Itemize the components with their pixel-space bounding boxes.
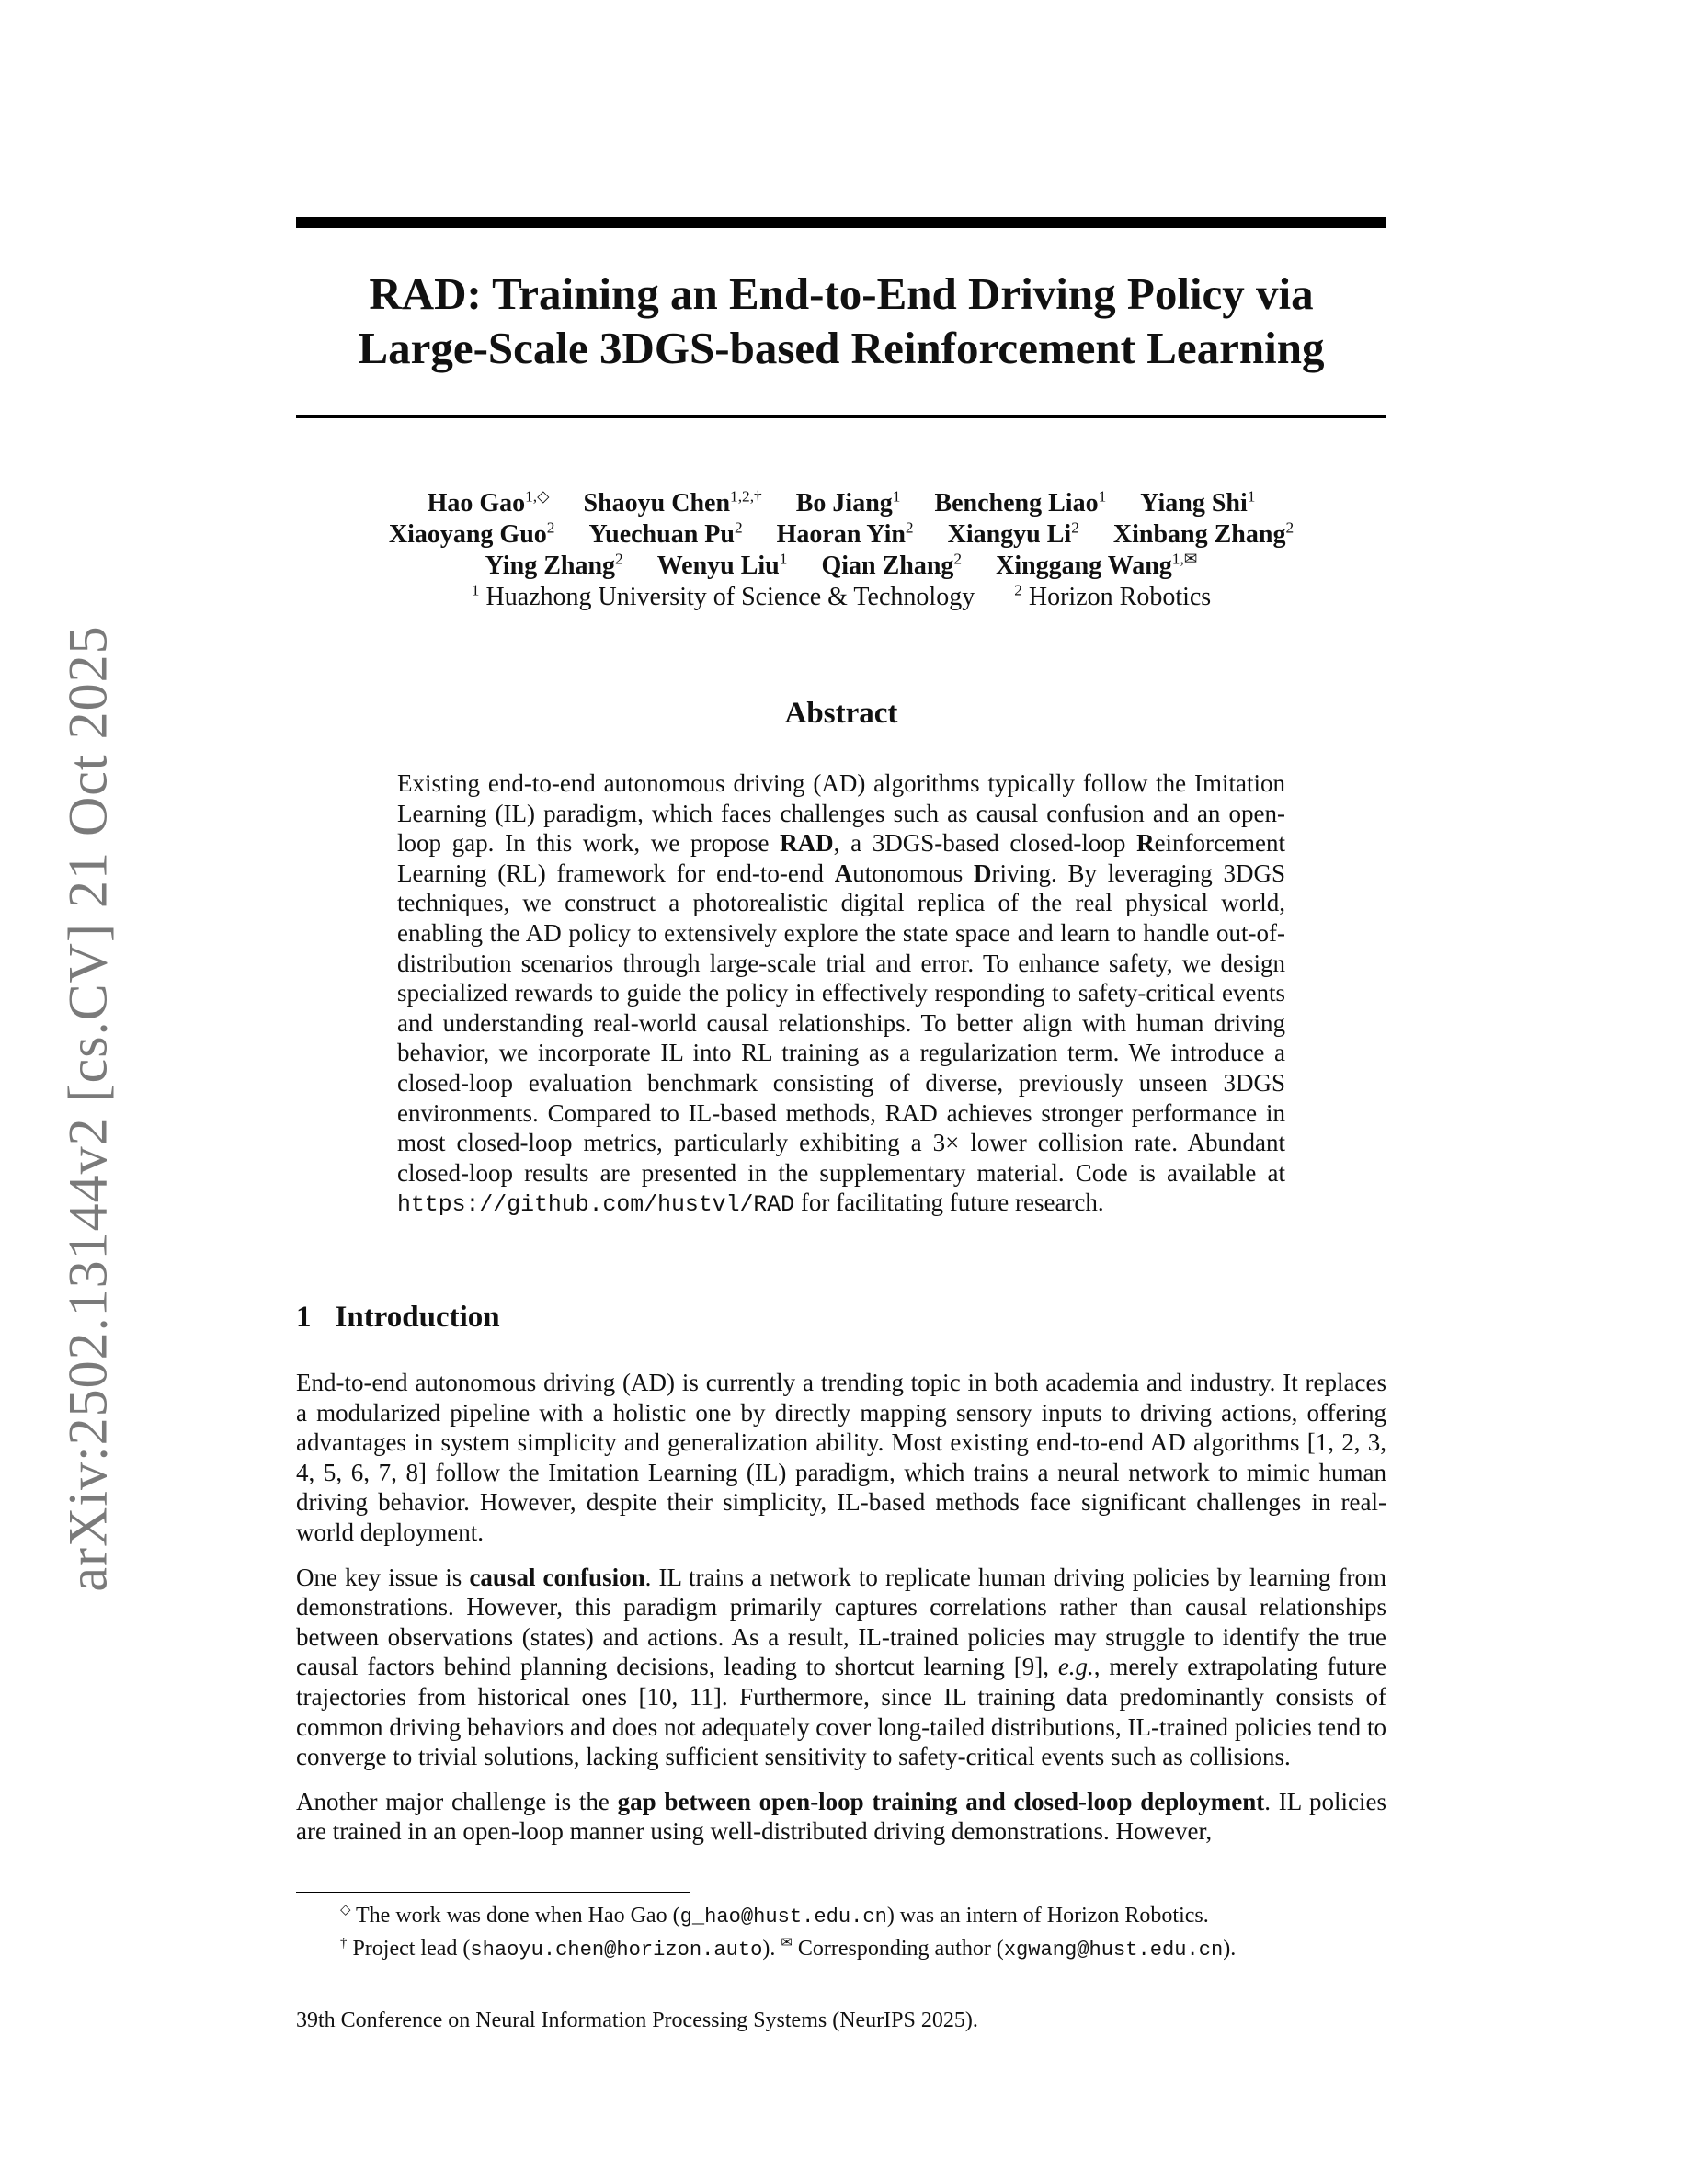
author-affiliation-marker: 1 <box>1247 487 1256 506</box>
email-address: xgwang@hust.edu.cn <box>1003 1939 1224 1962</box>
author-name: Xiangyu Li <box>947 520 1072 549</box>
author-name: Yiang Shi <box>1140 489 1248 518</box>
author-name: Hao Gao <box>427 489 526 518</box>
author-row-2 <box>296 519 1386 551</box>
affiliation-name: Huazhong University of Science & Technology <box>485 583 975 611</box>
author-affiliation-marker: 1,2,† <box>730 487 762 506</box>
author-name: Ying Zhang <box>485 552 616 580</box>
section-title: Introduction <box>335 1301 500 1334</box>
author-affiliation-marker: 2 <box>1071 518 1079 537</box>
intro-paragraph-2 <box>296 1563 1386 1772</box>
footnotes <box>340 1900 1386 1966</box>
author-row-1 <box>296 488 1386 519</box>
intro-text: , merely extrapolating future trajectories from historical ones [10, 11]. Furthermore, since IL training data predominantly consists of common driving behaviors and does not adequately cover long-tailed distributions, IL-trained policies tend to converge to trivial solutions, lacking sufficient sensitivity to safety-critical events such as collisions. <box>296 1653 1386 1771</box>
introduction-body <box>296 1368 1386 1861</box>
author-affiliation-marker: 1 <box>779 550 788 568</box>
author-name: Wenyu Liu <box>656 552 780 580</box>
abstract-rad-bold: RAD <box>780 829 834 858</box>
author <box>948 520 1079 549</box>
author <box>428 489 550 518</box>
title-rule-top <box>296 217 1386 228</box>
author <box>796 489 901 518</box>
author-name: Yuechuan Pu <box>588 520 735 549</box>
author-affiliation-marker: 2 <box>615 550 623 568</box>
author-affiliation-marker: 2 <box>953 550 963 568</box>
author-name: Xiaoyang Guo <box>388 520 547 549</box>
title-rule-bottom <box>296 415 1386 418</box>
abstract-text: einforcement Learning (RL) framework for end-to-end <box>397 829 1285 887</box>
author <box>1113 520 1294 549</box>
abstract-text: Existing end-to-end autonomous driving (AD) algorithms typically follow the Imitation Learning (IL) paradigm, which faces challenges such as causal confusion and an open-loop gap. In this work, we propose <box>397 769 1285 858</box>
abstract-heading: Abstract <box>784 697 898 730</box>
author-affiliation-marker: 1 <box>892 487 901 506</box>
author-name: Haoran Yin <box>776 520 906 549</box>
intro-paragraph-3 <box>296 1787 1386 1847</box>
footnote-text: ) was an intern of Horizon Robotics. <box>886 1904 1209 1928</box>
author-affiliation-marker: 1,◇ <box>525 487 550 506</box>
abstract-text: for facilitating future research. <box>794 1189 1104 1217</box>
intro-paragraph-1: End-to-end autonomous driving (AD) is currently a trending topic in both academia and industry. It replaces a modularized pipeline with a holistic one by directly mapping sensory inputs to driving actions, offering advantages in system simplicity and generalization ability. Most existing end-to-end AD algorithms [1, 2, 3, 4, 5, 6, 7, 8] follow the Imitation Learning (IL) paradigm, which trains a neural network to mimic human driving behavior. However, despite their simplicity, IL-based methods face significant challenges in real-world deployment. <box>296 1369 1386 1546</box>
envelope-icon: ✉ <box>781 1936 793 1951</box>
footnote-2 <box>340 1933 1386 1966</box>
footnote-text: ). <box>762 1937 781 1961</box>
footnote-text: Corresponding author ( <box>792 1937 1004 1961</box>
title-line-1: RAD: Training an End-to-End Driving Policy via <box>369 268 1314 319</box>
affiliation-marker: 1 <box>471 581 480 599</box>
intro-bold-term: gap between open-loop training and closed-loop deployment <box>617 1787 1265 1815</box>
footnote-1 <box>340 1900 1386 1933</box>
affiliation <box>1014 583 1211 611</box>
code-repository-link[interactable]: https://github.com/hustvl/RAD <box>397 1192 795 1219</box>
author <box>777 520 914 549</box>
title-line-2: Large-Scale 3DGS-based Reinforcement Learning <box>358 323 1325 373</box>
affiliations <box>296 582 1386 613</box>
abstract-d-bold: D <box>973 859 992 887</box>
author <box>934 489 1106 518</box>
author <box>821 552 962 580</box>
author-affiliation-marker: 2 <box>734 518 743 537</box>
author-block <box>296 488 1386 613</box>
venue-footer: 39th Conference on Neural Information Processing Systems (NeurIPS 2025). <box>296 2008 978 2032</box>
author-name: Qian Zhang <box>821 552 954 580</box>
author-affiliation-marker: 2 <box>546 518 555 537</box>
author <box>584 489 762 518</box>
footnote-rule <box>296 1892 690 1893</box>
email-address: shaoyu.chen@horizon.auto <box>470 1939 763 1962</box>
author-affiliation-marker: 1 <box>1098 487 1107 506</box>
author <box>996 552 1197 580</box>
author-name: Bencheng Liao <box>934 489 1099 518</box>
author-affiliation-marker: 2 <box>905 518 914 537</box>
author <box>588 520 742 549</box>
author-name: Bo Jiang <box>795 489 893 518</box>
footnote-text: ). <box>1223 1937 1237 1961</box>
section-number: 1 <box>296 1301 312 1334</box>
author-name: Xinbang Zhang <box>1112 520 1286 549</box>
abstract-body <box>397 768 1285 1221</box>
email-address: g_hao@hust.edu.cn <box>679 1905 887 1928</box>
author-affiliation-marker: 1,✉ <box>1171 550 1198 568</box>
author <box>485 552 623 580</box>
intro-text: . IL trains a network to replicate human driving policies by learning from demonstrations. However, this paradigm primarily captures correlations rather than causal relationships between observations (states) and actions. As a result, IL-trained policies may struggle to identify the true causal factors behind planning decisions, leading to shortcut learning [9], <box>296 1563 1386 1681</box>
footnote-text: The work was done when Hao Gao ( <box>350 1904 680 1928</box>
author-name: Shaoyu Chen <box>583 489 731 518</box>
author-affiliation-marker: 2 <box>1285 518 1295 537</box>
abstract-text: riving. By leveraging 3DGS techniques, we construct a photorealistic digital replica of the real physical world, enabling the AD policy to extensively explore the state space and learn to handle out-of-distribution scenarios through large-scale trial and error. To enhance safety, we design specialized rewards to guide the policy in effectively responding to safety-critical events and understanding real-world causal relationships. To better align with human driving behavior, we incorporate IL into RL training as a regularization term. We introduce a closed-loop evaluation benchmark consisting of diverse, previously unseen 3DGS environments. Compared to IL-based methods, RAD achieves stronger performance in most closed-loop metrics, particularly exhibiting a 3× lower collision rate. Abundant closed-loop results are presented in the supplementary material. Code is available at <box>397 859 1286 1187</box>
affiliation-name: Horizon Robotics <box>1028 583 1212 611</box>
intro-bold-term: causal confusion <box>469 1563 645 1591</box>
affiliation <box>472 583 975 611</box>
intro-text: . IL policies are trained in an open-loop manner using well-distributed driving demonstrations. However, <box>296 1787 1387 1846</box>
author <box>1140 489 1255 518</box>
abstract-r-bold: R <box>1136 829 1155 858</box>
section-heading-introduction <box>296 1301 500 1335</box>
footnote-marker: † <box>340 1936 348 1951</box>
abstract-text: , a 3DGS-based closed-loop <box>833 829 1137 858</box>
intro-text: Another major challenge is the <box>296 1787 618 1815</box>
author-name: Xinggang Wang <box>996 552 1172 580</box>
author <box>389 520 555 549</box>
intro-text: One key issue is <box>296 1563 470 1591</box>
author <box>657 552 788 580</box>
arxiv-identifier: arXiv:2502.13144v2 [cs.CV] 21 Oct 2025 <box>57 625 119 1592</box>
abstract-a-bold: A <box>834 859 853 887</box>
intro-italic-term: e.g. <box>1057 1653 1094 1681</box>
footnote-text: Project lead ( <box>347 1937 471 1961</box>
footnote-marker: ◇ <box>340 1903 351 1917</box>
author-row-3 <box>296 551 1386 582</box>
abstract-text: utonomous <box>852 859 974 887</box>
affiliation-marker: 2 <box>1014 581 1022 599</box>
paper-title <box>296 267 1386 375</box>
